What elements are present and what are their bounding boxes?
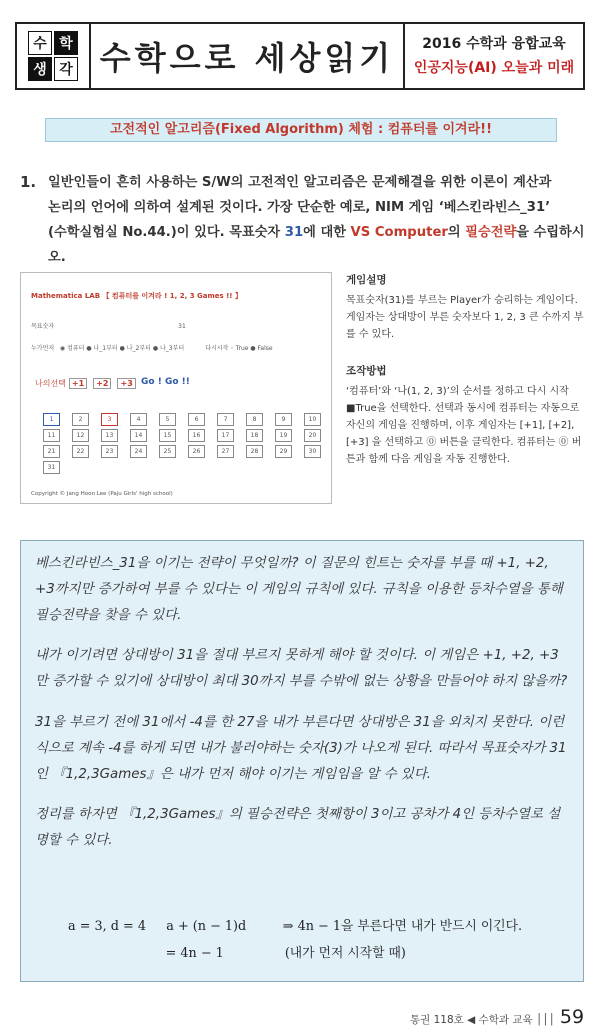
choice-button[interactable]: +3 bbox=[117, 378, 135, 389]
number-cell: 16 bbox=[188, 429, 205, 442]
number-cell: 20 bbox=[304, 429, 321, 442]
number-cell: 3 bbox=[101, 413, 118, 426]
number-grid bbox=[43, 413, 325, 474]
header bbox=[15, 22, 585, 90]
explanation-paragraph: 정리를 하자면 『1,2,3Games』의 필승전략은 첫째항이 3이고 공차가 4인 등차수열로 설명할 수 있다. bbox=[35, 807, 561, 849]
page-title: 수학으로 세상읽기 bbox=[91, 24, 405, 88]
number-cell: 1 bbox=[43, 413, 60, 426]
logo-char: 생 bbox=[28, 57, 52, 81]
number-cell: 8 bbox=[246, 413, 263, 426]
explanation-paragraph: 내가 이기려면 상대방이 31을 절대 부르지 못하게 해야 할 것이다. 이 게임은 +1, +2, +3만 증가할 수 있기에 상대방이 최대 30까지 부를 수밖에 없는 상황을 만들어야 하지 않을까? bbox=[35, 648, 568, 690]
copyright: Copyright © Jang Hoon Lee (Paju Girls' high school) bbox=[31, 491, 173, 497]
choice-button[interactable]: +1 bbox=[69, 378, 87, 389]
logo-char: 학 bbox=[54, 31, 78, 55]
page-number: 59 bbox=[559, 1006, 585, 1028]
my-choice: 나의선택 +1 +2 +3 bbox=[35, 378, 139, 389]
question-line: 논리의 언어에 의하여 설계된 것이다. 가장 단순한 예로, NIM 게임 ‘베스킨라빈스_31’ bbox=[48, 200, 551, 215]
section-banner: 고전적인 알고리즘(Fixed Algorithm) 체험 : 컴퓨터를 이겨라!! bbox=[45, 118, 557, 142]
number-cell: 25 bbox=[159, 445, 176, 458]
question-line: 일반인들이 흔히 사용하는 S/W의 고전적인 알고리즘은 문제해결을 위한 이론이 계산과 bbox=[48, 175, 552, 190]
question-line: (수학실험실 No.44.)이 있다. 목표숫자 31에 대한 VS Computer의 필승전략을 수립하시오. bbox=[48, 225, 585, 265]
question-number: 1. bbox=[20, 173, 37, 191]
number-cell: 22 bbox=[72, 445, 89, 458]
order-row: 누가먼저 ◉ 컴퓨터 ● 나_1부터 ● 나_2부터 ● 나_3부터 다시시작 ◦ True ● False bbox=[31, 345, 273, 352]
subtitle-line-2: 인공지능(AI) 오늘과 미래 bbox=[413, 60, 575, 76]
number-cell: 9 bbox=[275, 413, 292, 426]
number-cell: 13 bbox=[101, 429, 118, 442]
logo bbox=[17, 24, 91, 88]
number-cell: 7 bbox=[217, 413, 234, 426]
footer-text: 통권 118호 ◀ 수학과 교육 │││ bbox=[410, 1014, 555, 1026]
question bbox=[20, 170, 585, 270]
simulator-title: Mathematica LAB 【 컴퓨터를 이겨라 ! 1, 2, 3 Games !! 】 bbox=[31, 292, 242, 300]
number-cell: 31 bbox=[43, 461, 60, 474]
desc-text: ‘컴퓨터’와 ‘나(1, 2, 3)’의 순서를 정하고 다시 시작 ■True을 선택한다. 선택과 동시에 컴퓨터는 자동으로 자신의 게임을 진행하며, 이후 게임자는 [+1], [+2], [+3] 을 선택하고 ⓪ 버튼을 클릭한다. 컴퓨터는 ⓪ 버튼과 함께 다음 게임을 자동 진행한다. bbox=[346, 386, 582, 465]
number-cell: 14 bbox=[130, 429, 147, 442]
desc-heading: 게임설명 bbox=[346, 274, 387, 286]
choice-button[interactable]: +2 bbox=[93, 378, 111, 389]
number-cell: 28 bbox=[246, 445, 263, 458]
number-cell: 4 bbox=[130, 413, 147, 426]
game-description bbox=[346, 272, 586, 488]
number-cell: 23 bbox=[101, 445, 118, 458]
explanation-paragraph: 31을 부르기 전에 31에서 -4를 한 27을 내가 부른다면 상대방은 31을 외치지 못한다. 이런 식으로 계속 -4를 하게 되면 내가 불러야하는 숫자(3)가 나오게 된다. 따라서 목표숫자가 31인 『1,2,3Games』은 내가 먼저 해야 이기는 게임임을 알 수 있다. bbox=[35, 714, 567, 782]
number-cell: 17 bbox=[217, 429, 234, 442]
target-row: 목표숫자 31 bbox=[31, 323, 186, 330]
number-cell: 21 bbox=[43, 445, 60, 458]
number-cell: 24 bbox=[130, 445, 147, 458]
number-cell: 27 bbox=[217, 445, 234, 458]
number-cell: 11 bbox=[43, 429, 60, 442]
page-footer bbox=[410, 1006, 584, 1028]
number-cell: 19 bbox=[275, 429, 292, 442]
logo-char: 각 bbox=[54, 57, 78, 81]
formula-line: a = 3, d = 4 a + (n − 1)d ⇒ 4n − 1을 부른다면 내가 반드시 이긴다. bbox=[68, 919, 523, 934]
number-cell: 10 bbox=[304, 413, 321, 426]
number-cell: 18 bbox=[246, 429, 263, 442]
number-cell: 26 bbox=[188, 445, 205, 458]
number-cell: 12 bbox=[72, 429, 89, 442]
header-subtitle bbox=[405, 24, 583, 88]
formula-line: = 4n − 1 (내가 먼저 시작할 때) bbox=[68, 946, 406, 961]
explanation-paragraph: 베스킨라빈스_31을 이기는 전략이 무엇일까? 이 질문의 힌트는 숫자를 부를 때 +1, +2, +3까지만 증가하여 부를 수 있다는 이 게임의 규칙에 있다. 규칙을 이용한 등차수열을 통해 필승전략을 찾을 수 있다. bbox=[35, 556, 563, 623]
desc-text: 목표숫자(31)를 부르는 Player가 승리하는 게임이다. 게임자는 상대방이 부른 숫자보다 1, 2, 3 큰 수까지 부를 수 있다. bbox=[346, 295, 584, 340]
desc-heading: 조작방법 bbox=[346, 365, 387, 377]
number-cell: 5 bbox=[159, 413, 176, 426]
number-cell: 2 bbox=[72, 413, 89, 426]
number-cell: 30 bbox=[304, 445, 321, 458]
number-cell: 15 bbox=[159, 429, 176, 442]
go-button[interactable]: Go ! Go !! bbox=[141, 377, 190, 387]
subtitle-line-1: 2016 수학과 융합교육 bbox=[422, 36, 566, 52]
logo-char: 수 bbox=[28, 31, 52, 55]
number-cell: 29 bbox=[275, 445, 292, 458]
number-cell: 6 bbox=[188, 413, 205, 426]
game-simulator-image bbox=[20, 272, 332, 504]
